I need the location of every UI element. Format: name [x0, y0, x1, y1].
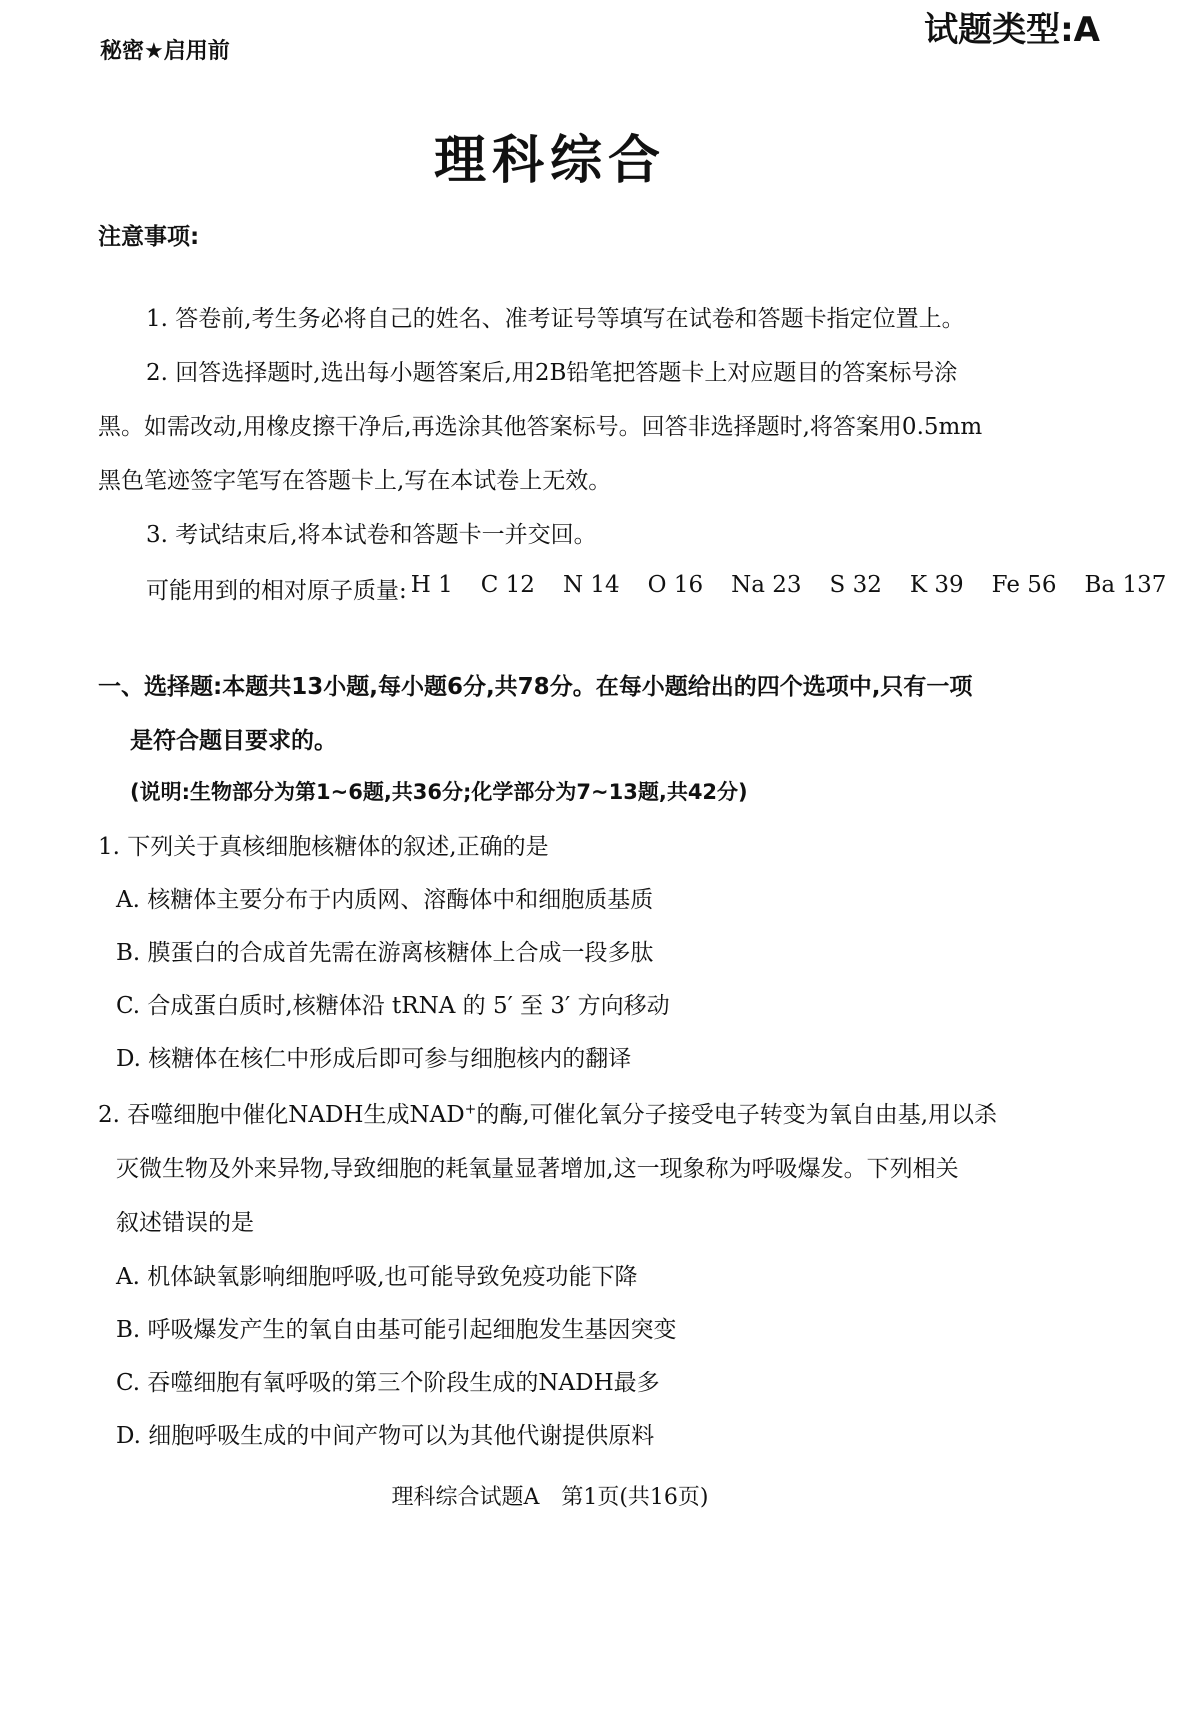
- mass-item: Ba 137: [1084, 572, 1167, 598]
- mass-item: Fe 56: [991, 572, 1057, 598]
- q2-stem-pre: 2. 吞噬细胞中催化NADH生成NAD: [98, 1102, 465, 1128]
- notice-line-2c: 黑色笔迹签字笔写在答题卡上,写在本试卷上无效。: [98, 468, 612, 494]
- confidential-mark: 秘密★启用前: [100, 39, 230, 64]
- mass-item: C 12: [480, 572, 535, 598]
- q2-option-c: C. 吞噬细胞有氧呼吸的第三个阶段生成的NADH最多: [116, 1370, 660, 1396]
- section-heading-b: 是符合题目要求的。: [130, 728, 337, 754]
- notice-line-2b: 黑。如需改动,用橡皮擦干净后,再选涂其他答案标号。回答非选择题时,将答案用0.5mm: [98, 414, 983, 440]
- page-footer: 理科综合试题A 第1页(共16页): [391, 1485, 709, 1510]
- q2-option-d: D. 细胞呼吸生成的中间产物可以为其他代谢提供原料: [116, 1423, 655, 1449]
- mass-item: N 14: [562, 572, 620, 598]
- notice-line-3: 3. 考试结束后,将本试卷和答题卡一并交回。: [146, 522, 597, 548]
- q2-option-b: B. 呼吸爆发产生的氧自由基可能引起细胞发生基因突变: [116, 1317, 677, 1343]
- q2-stem-c: 叙述错误的是: [116, 1210, 254, 1236]
- mass-item: S 32: [829, 572, 882, 598]
- exam-type-label: 试题类型:A: [924, 10, 1100, 50]
- q1-option-d: D. 核糖体在核仁中形成后即可参与细胞核内的翻译: [116, 1046, 632, 1072]
- notice-line-2a: 2. 回答选择题时,选出每小题答案后,用2B铅笔把答题卡上对应题目的答案标号涂: [146, 360, 958, 386]
- mass-item: K 39: [909, 572, 964, 598]
- q2-stem-post: 的酶,可催化氧分子接受电子转变为氧自由基,用以杀: [476, 1102, 998, 1128]
- atomic-masses-label: 可能用到的相对原子质量:: [146, 578, 407, 604]
- q2-option-a: A. 机体缺氧影响细胞呼吸,也可能导致免疫功能下降: [116, 1264, 638, 1290]
- mass-item: O 16: [647, 572, 704, 598]
- mass-item: H 1: [410, 572, 453, 598]
- atomic-masses: [146, 572, 1166, 605]
- q2-stem-b: 灭微生物及外来异物,导致细胞的耗氧量显著增加,这一现象称为呼吸爆发。下列相关: [116, 1156, 959, 1182]
- section-heading-a: 一、选择题:本题共13小题,每小题6分,共78分。在每小题给出的四个选项中,只有一项: [98, 674, 973, 700]
- mass-item: Na 23: [731, 572, 802, 598]
- q1-option-a: A. 核糖体主要分布于内质网、溶酶体中和细胞质基质: [116, 887, 654, 913]
- q1-option-b: B. 膜蛋白的合成首先需在游离核糖体上合成一段多肽: [116, 940, 654, 966]
- notice-heading: 注意事项:: [98, 224, 200, 250]
- section-note: (说明:生物部分为第1~6题,共36分;化学部分为7~13题,共42分): [130, 780, 748, 804]
- notice-line-1: 1. 答卷前,考生务必将自己的姓名、准考证号等填写在试卷和答题卡指定位置上。: [146, 306, 965, 332]
- q1-option-c: C. 合成蛋白质时,核糖体沿 tRNA 的 5′ 至 3′ 方向移动: [116, 993, 670, 1019]
- q2-stem-sup: +: [464, 1101, 477, 1118]
- q1-stem: 1. 下列关于真核细胞核糖体的叙述,正确的是: [98, 834, 549, 860]
- q2-stem-a: [98, 1096, 997, 1129]
- page-title: 理科综合: [433, 130, 666, 191]
